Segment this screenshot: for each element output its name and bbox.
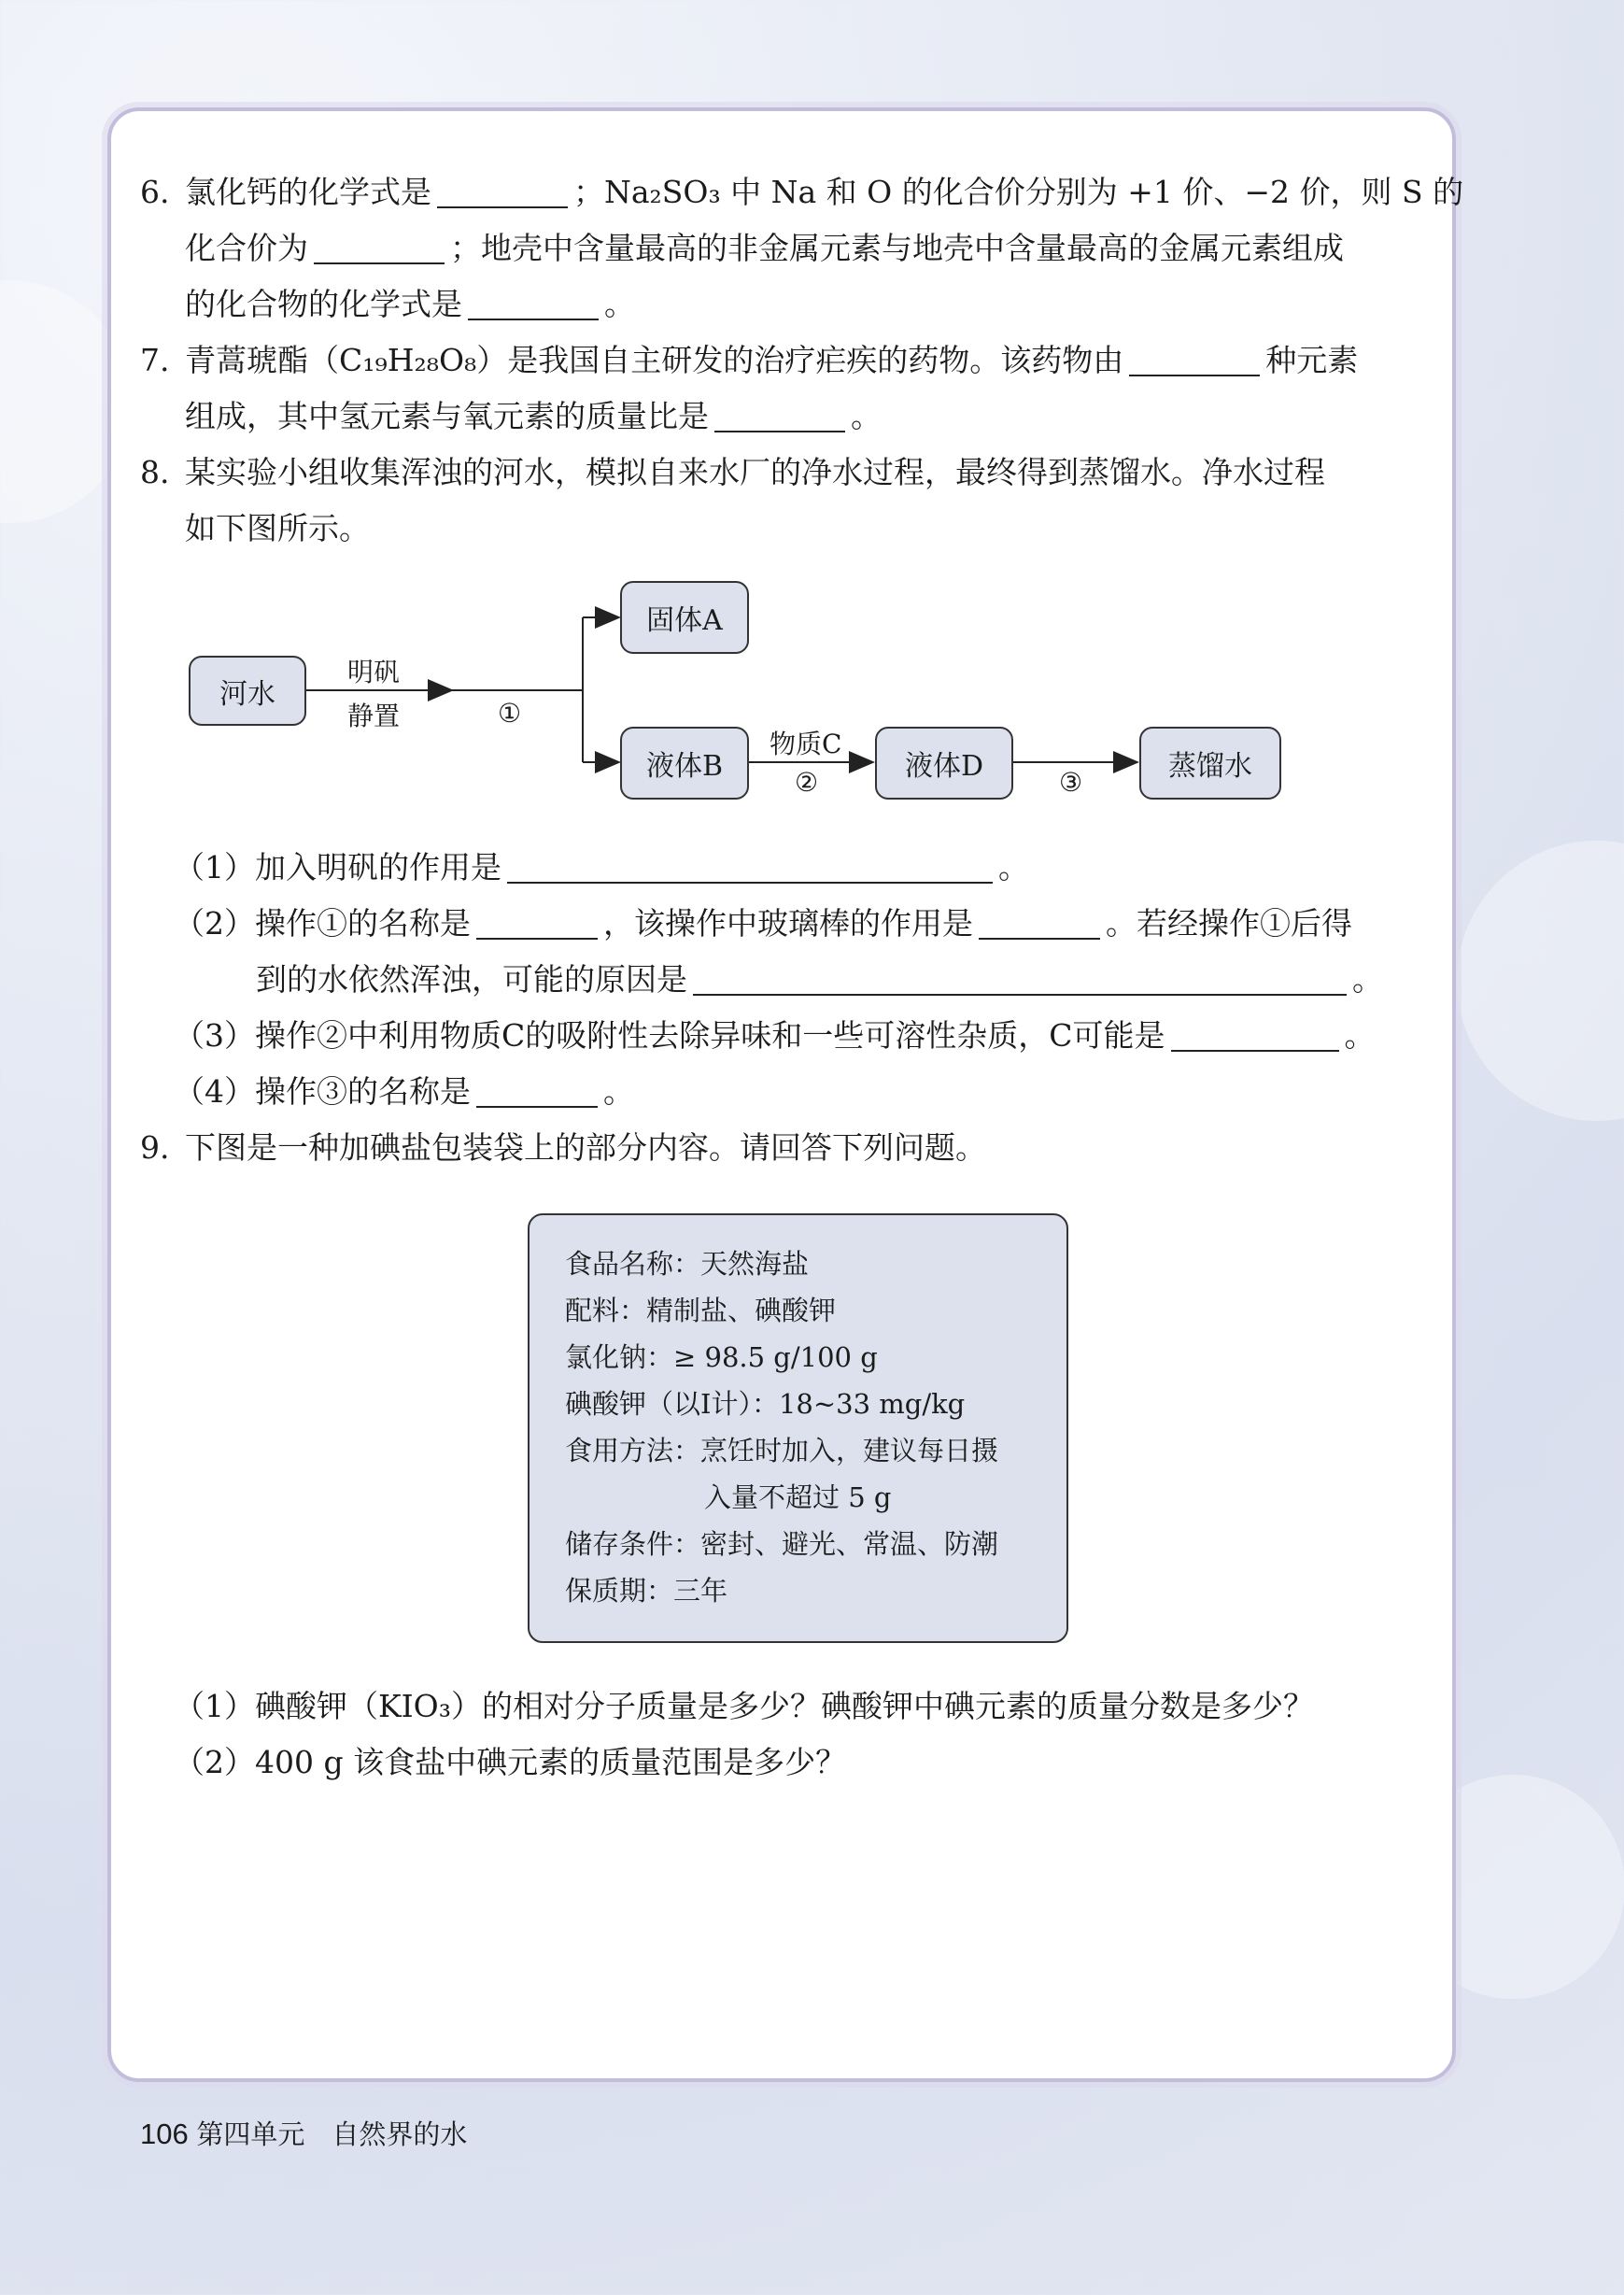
background-decoration [1457,841,1624,1121]
answer-blank[interactable] [476,910,598,940]
question-number: 8. [140,454,170,490]
page-footer [140,2114,467,2152]
answer-blank[interactable] [693,966,1347,996]
label-settle: 静置 [347,701,401,731]
box-liquid-b: 液体B [620,727,749,800]
q6-line3: 的化合物的化学式是 。 [185,286,635,322]
unit-title: 第四单元 自然界的水 [196,2118,468,2150]
box-liquid-d: 液体D [875,727,1013,800]
answer-blank[interactable] [1171,1022,1339,1052]
label-substance-c: 物质C [770,729,842,759]
page-number: 106 [140,2118,189,2150]
q7-line2: 组成，其中氢元素与氧元素的质量比是 。 [185,398,882,434]
label-sodium-chloride: 氯化钠：≥ 98.5 g/100 g [565,1341,878,1373]
q9-sub2: （2）400 g 该食盐中碘元素的质量范围是多少？ [174,1744,847,1780]
answer-blank[interactable] [507,854,993,884]
question-number: 7. [140,342,170,378]
label-op3: ③ [1059,767,1083,798]
label-potassium-iodate: 碘酸钾（以I计）：18~33 mg/kg [565,1388,966,1420]
q8-sub2-line1: （2）操作①的名称是 ，该操作中玻璃棒的作用是 。若经操作①后得 [174,905,1352,942]
label-op2: ② [795,767,819,798]
box-river-water: 河水 [189,656,306,726]
label-usage-cont: 入量不超过 5 g [704,1481,892,1513]
q8-line2: 如下图所示。 [185,510,370,546]
label-usage: 食用方法：烹饪时加入，建议每日摄 [565,1435,999,1466]
q9-sub1: （1）碘酸钾（KIO₃）的相对分子质量是多少？碘酸钾中碘元素的质量分数是多少？ [174,1688,1314,1724]
q6-line2: 化合价为 ；地壳中含量最高的非金属元素与地壳中含量最高的金属元素组成 [185,230,1344,266]
q9-line1: 9. 下图是一种加碘盐包装袋上的部分内容。请回答下列问题。 [140,1129,986,1166]
box-distilled-water: 蒸馏水 [1139,727,1281,800]
q8-line1: 8. 某实验小组收集浑浊的河水，模拟自来水厂的净水过程，最终得到蒸馏水。净水过程 [140,454,1325,490]
label-op1: ① [498,698,522,729]
label-storage: 储存条件：密封、避光、常温、防潮 [565,1528,999,1560]
label-alum: 明矾 [347,657,401,687]
q8-sub3: （3）操作②中利用物质C的吸附性去除异味和一些可溶性杂质，C可能是 。 [174,1017,1376,1054]
answer-blank[interactable] [476,1078,598,1108]
box-solid-a: 固体A [620,581,749,654]
answer-blank[interactable] [979,910,1100,940]
question-number: 9. [140,1129,170,1166]
label-food-name: 食品名称：天然海盐 [565,1248,810,1280]
question-number: 6. [140,174,170,210]
q7-line1: 7. 青蒿琥酯（C₁₉H₂₈O₈）是我国自主研发的治疗疟疾的药物。该药物由 种元素 [140,342,1359,378]
label-ingredients: 配料：精制盐、碘酸钾 [565,1295,837,1326]
q8-sub2-line2: 到的水依然浑浊，可能的原因是 。 [256,961,1383,998]
q8-sub1: （1）加入明矾的作用是 。 [174,849,1029,885]
q8-sub4: （4）操作③的名称是 。 [174,1073,634,1110]
label-shelf-life: 保质期：三年 [565,1575,728,1607]
q6-line1: 6. 氯化钙的化学式是 ；Na₂SO₃ 中 Na 和 O 的化合价分别为 +1 价、−2 价，则 S 的 [140,174,1464,210]
salt-package-label [528,1213,1068,1643]
